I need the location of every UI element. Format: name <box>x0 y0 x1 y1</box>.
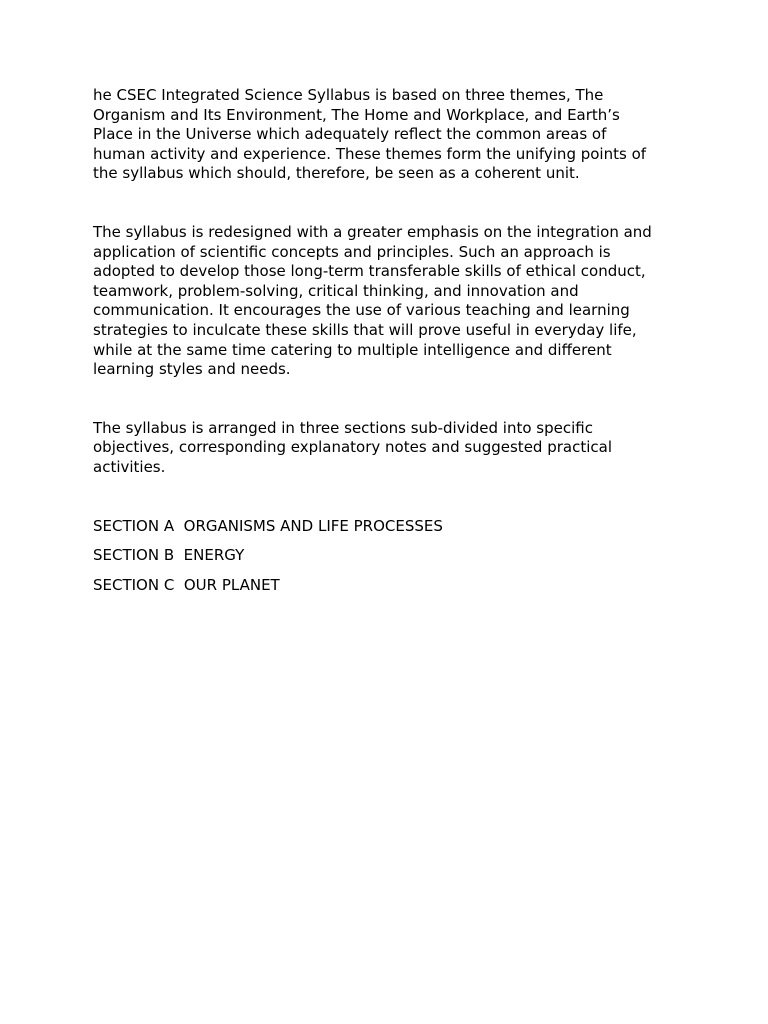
intro-paragraph: he CSEC Integrated Science Syllabus is based on three themes, The Organism and Its Environment, The Home and Workplace, and Earth’s Place in the Universe which adequately reflect the common areas of human activity and experience. These themes form the unifying points of the syllabus which should, therefore, be seen as a coherent unit. <box>93 86 647 183</box>
section-c: SECTION C OUR PLANET <box>93 575 280 594</box>
section-a: SECTION A ORGANISMS AND LIFE PROCESSES <box>93 516 443 535</box>
section-list <box>93 517 693 596</box>
document-page <box>93 86 693 605</box>
redesign-paragraph: The syllabus is redesigned with a greater emphasis on the integration and application of scientific concepts and principles. Such an approach is adopted to develop those long-term transferable skills of ethical conduct, teamwork, problem-solving, critical thinking, and innovation and communication. It encourages the use of various teaching and learning strategies to inculcate these skills that will prove useful in everyday life, while at the same time catering to multiple intelligence and different learning styles and needs. <box>93 222 652 379</box>
arrangement-paragraph: The syllabus is arranged in three sections sub-divided into specific objectives, corresponding explanatory notes and suggested practical activities. <box>93 418 612 476</box>
section-b: SECTION B ENERGY <box>93 546 245 565</box>
